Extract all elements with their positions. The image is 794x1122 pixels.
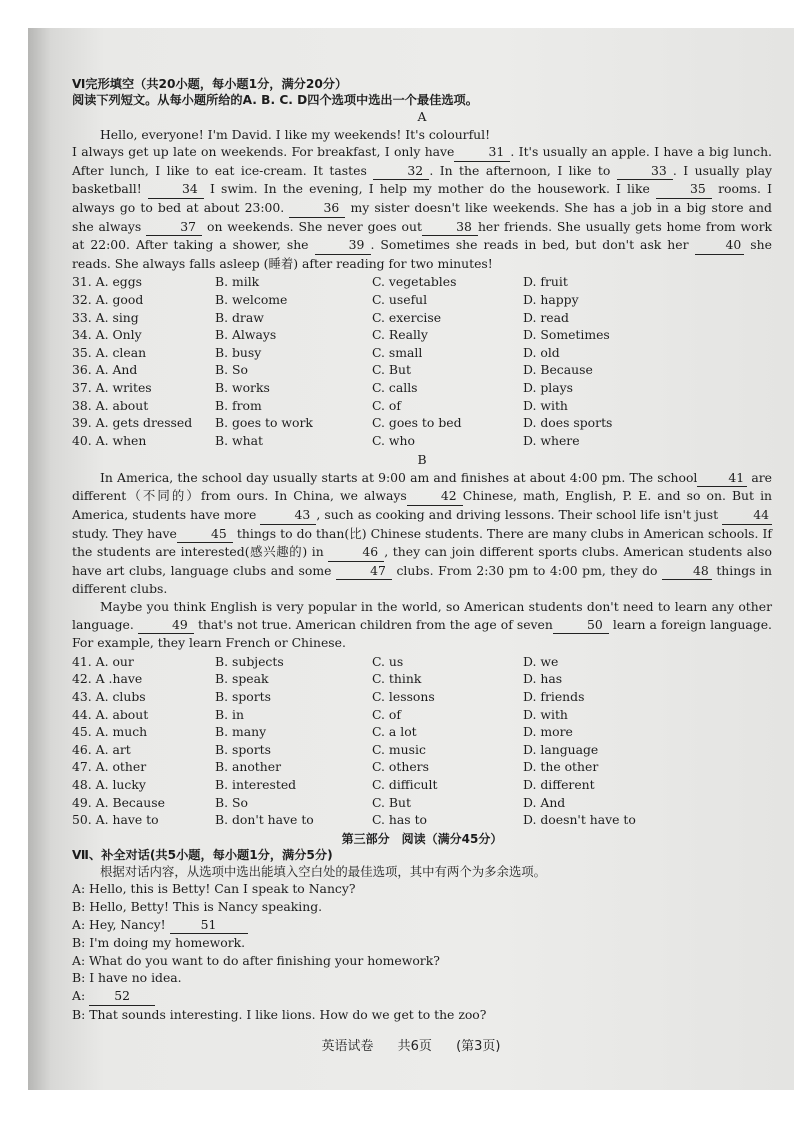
blank-31[interactable]: 31 [454,143,510,162]
blank-43[interactable]: 43 [260,506,316,525]
option-choice[interactable]: C. think [372,671,422,687]
blank-42[interactable]: 42 [407,487,463,506]
option-choice[interactable]: B. in [215,706,244,722]
blank-45[interactable]: 45 [177,525,233,544]
option-choice[interactable]: B. speak [215,671,269,687]
option-choice[interactable]: 49. A. Because [72,794,165,810]
option-choice[interactable]: 45. A. much [72,724,148,740]
option-row [72,414,772,432]
passage-b-label: B [417,452,427,468]
option-row [72,326,772,344]
option-row [72,309,772,327]
dialog-line: B: Hello, Betty! This is Nancy speaking. [72,898,323,914]
option-choice[interactable]: C. lessons [372,689,435,704]
option-choice[interactable]: B. draw [215,309,264,325]
blank-52[interactable]: 52 [89,987,155,1006]
option-choice[interactable]: B. another [215,759,282,775]
blank-48[interactable]: 48 [662,562,712,581]
option-choice[interactable]: D. language [523,741,599,757]
option-choice[interactable]: C. calls [372,379,418,395]
option-choice[interactable]: C. a lot [372,724,417,740]
option-choice[interactable]: D. happy [523,291,579,307]
option-choice[interactable]: 46. A. art [72,741,131,757]
page-content [72,76,772,1023]
option-choice[interactable]: B. milk [215,274,260,290]
option-choice[interactable]: C. others [372,759,429,775]
option-choice[interactable]: B. works [215,379,270,395]
option-choice[interactable]: C. music [372,741,426,757]
option-choice[interactable]: C. of [372,706,401,722]
blank-44[interactable]: 44 [722,506,772,525]
blank-33[interactable]: 33 [617,162,673,181]
option-choice[interactable]: D. does sports [523,415,613,431]
option-choice[interactable]: B. busy [215,344,262,360]
passage-a-text: Hello, everyone! I'm David. I like my weekends! It's colourful! I always get up late on weekends. For breakfast, I only have 31 . It's usually an apple. I have a big lunch. After lunch, I like to eat ice-cream. It tastes 32 . In the afternoon, I like to 33 . I usually play basketball! 34 I swim. In the evening, I help my mother do the housework. I like 35 rooms. I always go to bed at about 23:00. 36 my sister doesn't like weekends. She has a job in a big store and she always 37 on weekends. She never goes out 38 her friends. She usually gets home from work at 22:00. After taking a shower, she 39 . Sometimes she reads in bed, but don't ask her 40 she reads. She always falls asleep (睡着) after reading for two minutes! [72,126,773,271]
blank-40[interactable]: 40 [695,236,745,255]
option-choice[interactable]: 50. A. have to [72,812,159,828]
blank-38[interactable]: 38 [422,218,478,237]
option-row [72,432,772,450]
option-choice[interactable]: B. sports [215,741,271,757]
blank-35[interactable]: 35 [656,180,712,199]
section7-instruction: 根据对话内容，从选项中选出能填入空白处的最佳选项，其中有两个为多余选项。 [100,863,547,879]
dialog-line: A: Hey, Nancy! 51 [72,916,772,935]
passage-b-para1: In America, the school day usually starts at 9:00 am and finishes at about 4:00 pm. The school 41 are different（不同的）from ours. In China, we always 42 Chinese, math, English, P. E. and so on. But in America, students have more 43 , such as cooking and driving lessons. Their school life isn't just 44 study. They have 45 things to do than(比) Chinese students. There are many clubs in American schools. If the students are interested(感兴趣的) in 46 , they can join different sports clubs. American students also have art clubs, language clubs and some 47 clubs. From 2:30 pm to 4:00 pm, they do 48 things in different clubs. [72,469,773,597]
option-choice[interactable]: C. of [372,397,401,413]
option-choice[interactable]: 36. A. And [72,362,138,378]
option-choice[interactable]: 48. A. lucky [72,776,146,792]
option-choice[interactable]: D. with [523,397,568,413]
option-choice[interactable]: 43. A. clubs [72,689,146,704]
blank-37[interactable]: 37 [146,218,202,237]
blank-39[interactable]: 39 [315,236,371,255]
option-choice[interactable]: 41. A. our [72,653,134,669]
option-choice[interactable]: C. exercise [372,309,442,325]
option-choice[interactable]: C. But [372,362,411,378]
option-choice[interactable]: D. plays [523,379,574,395]
option-choice[interactable]: C. difficult [372,776,438,792]
option-choice[interactable]: B. subjects [215,653,284,669]
option-row [72,653,772,671]
option-row [72,776,772,794]
blank-50[interactable]: 50 [553,616,609,635]
option-choice[interactable]: B. many [215,724,267,740]
option-choice[interactable]: B. interested [215,776,297,792]
passage-b-para2: Maybe you think English is very popular in the world, so American students don't need to learn any other language. 49 that's not true. American children from the age of seven 50 learn a foreign language. For example, they learn French or Chinese. [72,599,772,651]
option-row [72,670,772,688]
footer-total: 共6页 [397,1039,432,1054]
option-choice[interactable]: D. read [523,309,569,325]
option-row [72,811,772,829]
option-row [72,688,772,706]
option-choice[interactable]: D. old [523,344,560,360]
option-choice[interactable]: 35. A. clean [72,344,147,360]
options-a [72,273,772,449]
option-row [72,397,772,415]
blank-36[interactable]: 36 [289,199,345,218]
exam-page [28,28,794,1090]
section6-instruction: 阅读下列短文。从每小题所给的A. B. C. D四个选项中选出一个最佳选项。 [72,93,478,107]
section7-title: Ⅶ、补全对话(共5小题，每小题1分，满分5分) [72,847,333,862]
option-choice[interactable]: B. don't have to [215,812,314,828]
blank-46[interactable]: 46 [328,543,384,562]
option-choice[interactable]: 37. A. writes [72,379,152,395]
option-row [72,273,772,291]
option-choice[interactable]: 31. A. eggs [72,274,143,290]
option-choice[interactable]: B. what [215,432,263,448]
option-choice[interactable]: 38. A. about [72,397,149,413]
dialog-line: A: Hello, this is Betty! Can I speak to Nancy? [72,881,356,897]
option-choice[interactable]: 33. A. sing [72,309,139,325]
option-choice[interactable]: 42. A .have [72,671,143,687]
option-choice[interactable]: D. different [523,776,595,792]
options-b [72,653,772,829]
section6-title: Ⅵ完形填空（共20小题，每小题1分，满分20分） [72,77,348,91]
blank-34[interactable]: 34 [148,180,204,199]
option-choice[interactable]: C. vegetables [372,274,457,290]
option-choice[interactable]: C. who [372,432,415,448]
option-row [72,291,772,309]
option-choice[interactable]: 39. A. gets dressed [72,415,193,431]
footer-page: (第3页) [456,1039,501,1054]
page-footer [28,1035,794,1054]
option-choice[interactable]: B. welcome [215,291,288,307]
passage-a-label: A [417,109,427,124]
option-choice[interactable]: D. more [523,724,573,740]
option-choice[interactable]: C. goes to bed [372,415,462,431]
option-choice[interactable]: C. us [372,653,404,669]
option-row [72,361,772,379]
blank-49[interactable]: 49 [138,616,194,635]
option-row [72,344,772,362]
dialog-line: B: I have no idea. [72,970,182,986]
option-choice[interactable]: C. Really [372,327,428,343]
option-choice[interactable]: D. the other [523,759,599,775]
option-row [72,794,772,812]
dialog-line: A: What do you want to do after finishing your homework? [72,952,440,968]
option-choice[interactable]: B. So [215,794,248,810]
option-choice[interactable]: B. So [215,362,248,378]
dialog-line: A: 52 [72,987,772,1006]
option-choice[interactable]: D. with [523,706,568,722]
option-choice[interactable]: D. Because [523,362,593,378]
option-row [72,379,772,397]
option-choice[interactable]: B. goes to work [215,415,313,431]
option-row [72,723,772,741]
dialog-line: B: That sounds interesting. I like lions. How do we get to the zoo? [72,1006,487,1022]
option-choice[interactable]: 47. A. other [72,759,147,775]
blank-41[interactable]: 41 [697,469,747,488]
dialog-line: B: I'm doing my homework. [72,935,246,951]
option-choice[interactable]: C. small [372,344,423,360]
option-choice[interactable]: C. But [372,794,411,810]
option-choice[interactable]: D. And [523,794,566,810]
option-choice[interactable]: D. has [523,671,563,687]
option-row [72,758,772,776]
option-choice[interactable]: 40. A. when [72,432,147,448]
blank-32[interactable]: 32 [373,162,429,181]
option-choice[interactable]: 44. A. about [72,706,149,722]
option-choice[interactable]: D. where [523,432,580,448]
option-choice[interactable]: B. from [215,397,262,413]
blank-51[interactable]: 51 [170,916,248,935]
option-choice[interactable]: 34. A. Only [72,327,142,343]
part3-title: 第三部分 阅读（满分45分） [341,831,503,846]
blank-47[interactable]: 47 [336,562,392,581]
option-choice[interactable]: D. fruit [523,274,568,290]
option-choice[interactable]: D. Sometimes [523,327,610,343]
option-choice[interactable]: B. sports [215,689,271,704]
option-choice[interactable]: D. doesn't have to [523,812,636,828]
option-row [72,706,772,724]
option-choice[interactable]: C. useful [372,291,428,307]
option-choice[interactable]: B. Always [215,327,277,343]
option-choice[interactable]: 32. A. good [72,291,144,307]
option-choice[interactable]: D. friends [523,689,585,704]
option-row [72,741,772,759]
option-choice[interactable]: C. has to [372,812,428,828]
dialogue [72,880,772,1023]
option-choice[interactable]: D. we [523,653,559,669]
footer-subject: 英语试卷 [321,1039,374,1054]
